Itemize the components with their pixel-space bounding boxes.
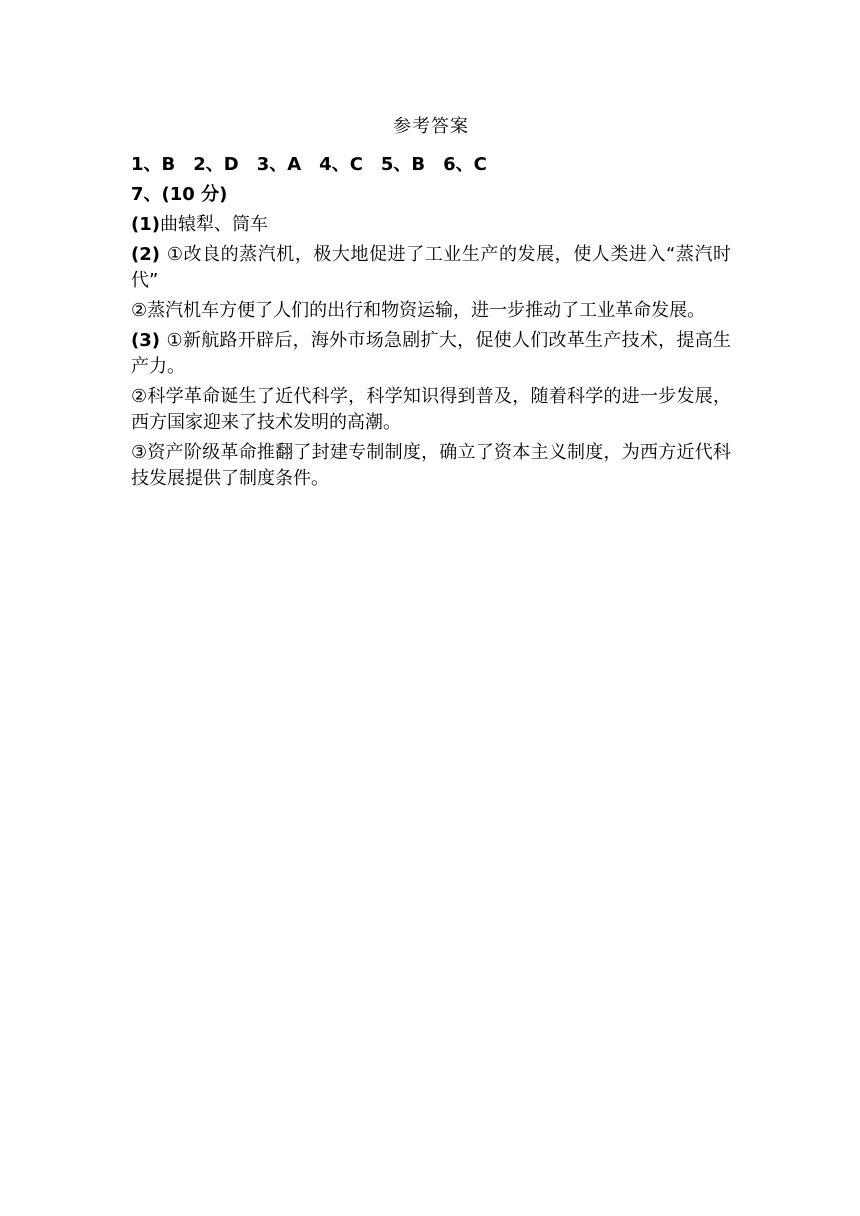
part-3-answer-1	[131, 328, 731, 380]
part-2-label: (2)	[131, 244, 167, 265]
part-1-answer	[131, 212, 731, 238]
part-3-item-1: ①新航路开辟后，海外市场急剧扩大，促使人们改革生产技术，提高生产力。	[131, 330, 731, 377]
part-3-label: (3)	[131, 330, 167, 351]
part-1-text: 曲辕犁、筒车	[159, 214, 268, 235]
question-7-header: 7、(10 分)	[131, 184, 228, 205]
part-1-label: (1)	[131, 214, 160, 235]
part-2-answer-2: ②蒸汽机车方便了人们的出行和物资运输，进一步推动了工业革命发展。	[131, 300, 706, 321]
answer-sheet	[131, 114, 731, 496]
choice-answers: 1、B 2、D 3、A 4、C 5、B 6、C	[131, 154, 487, 175]
part-3-answer-3: ③资产阶级革命推翻了封建专制制度，确立了资本主义制度，为西方近代科技发展提供了制度条件。	[131, 442, 731, 489]
part-2-answer-1	[131, 242, 731, 294]
page-title: 参考答案	[393, 116, 469, 137]
part-2-item-1: ①改良的蒸汽机，极大地促进了工业生产的发展，使人类进入“蒸汽时代”	[131, 244, 731, 291]
part-3-answer-2: ②科学革命诞生了近代科学，科学知识得到普及，随着科学的进一步发展，西方国家迎来了技术发明的高潮。	[131, 386, 731, 433]
